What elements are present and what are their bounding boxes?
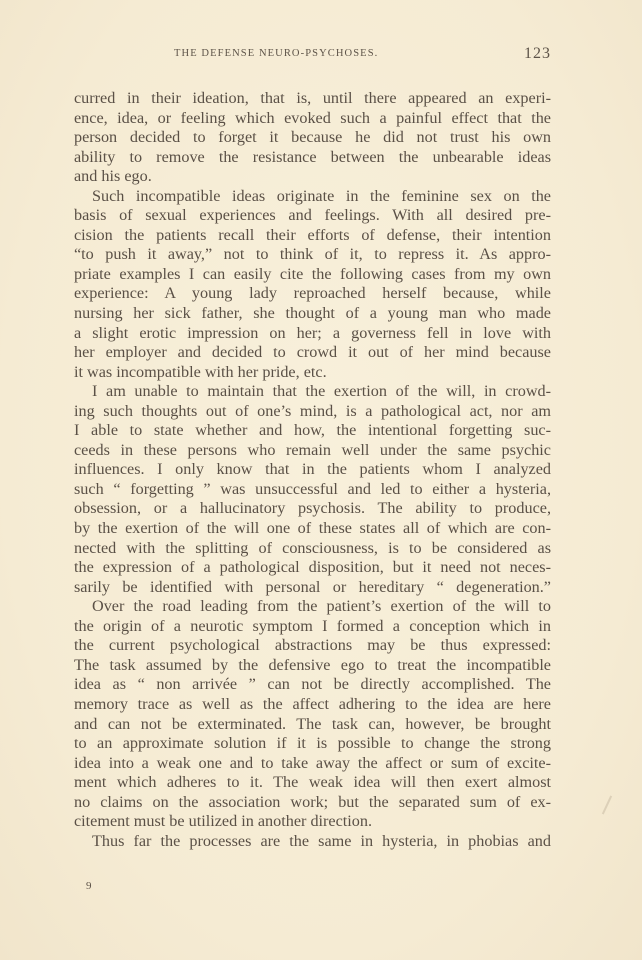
paragraph-3 [74, 382, 551, 597]
text-line: sarily be identified with personal or hereditary “ degeneration.” [74, 577, 551, 596]
running-title: THE DEFENSE NEURO-PSYCHOSES. [174, 48, 379, 59]
paragraph-2 [74, 187, 551, 382]
page-number: 123 [524, 45, 551, 62]
text-line: such “ forgetting ” was unsuccessful and led to either a hysteria, [74, 479, 551, 498]
text-line: person decided to forget it because he did not trust his own [74, 128, 551, 147]
text-line: Such incompatible ideas originate in the feminine sex on the [92, 186, 551, 205]
text-line: and his ego. [74, 167, 152, 186]
text-line: Over the road leading from the patient’s exertion of the will to [92, 597, 551, 616]
paragraph-5 [74, 832, 551, 852]
text-line: her employer and decided to crowd it out of her mind because [74, 343, 551, 362]
text-line: curred in their ideation, that is, until there appeared an experi- [74, 89, 551, 107]
text-line: it was incompatible with her pride, etc. [74, 362, 327, 381]
running-head [74, 45, 551, 68]
text-line: memory trace as well as the affect adhering to the idea are here [74, 694, 551, 713]
text-line: nected with the splitting of consciousness, is to be considered as [74, 538, 551, 557]
text-line: the expression of a pathological disposition, but it need not neces- [74, 558, 551, 577]
text-line: cision the patients recall their efforts of defense, their intention [74, 225, 551, 244]
text-line: priate examples I can easily cite the following cases from my own [74, 264, 551, 283]
text-line: to an approximate solution if it is possible to change the strong [74, 734, 551, 753]
text-line: and can not be exterminated. The task can, however, be brought [74, 714, 551, 733]
text-line: ence, idea, or feeling which evoked such a painful effect that the [74, 108, 551, 127]
text-line: ability to remove the resistance between the unbearable ideas [74, 147, 551, 166]
text-line: “to push it away,” not to think of it, to repress it. As appro- [74, 245, 551, 264]
text-line: idea as “ non arrivée ” can not be directly accomplished. The [74, 675, 551, 694]
paper-blemish [602, 796, 612, 815]
paragraph-1 [74, 89, 551, 187]
text-line: I able to state whether and how, the intentional forgetting suc- [74, 421, 551, 440]
text-line: experience: A young lady reproached herself because, while [74, 284, 551, 303]
text-line: I am unable to maintain that the exertion of the will, in crowd- [92, 382, 551, 401]
text-line: Thus far the processes are the same in hysteria, in phobias and [92, 831, 551, 850]
text-line: no claims on the association work; but the separated sum of ex- [74, 792, 551, 811]
text-line: the origin of a neurotic symptom I formed a conception which in [74, 616, 551, 635]
text-line: a slight erotic impression on her; a governess fell in love with [74, 323, 551, 342]
text-line: by the exertion of the will one of these states all of which are con- [74, 519, 551, 538]
signature-mark: 9 [86, 880, 92, 892]
text-line: ing such thoughts out of one’s mind, is a pathological act, nor am [74, 401, 551, 420]
text-line: influences. I only know that in the patients whom I analyzed [74, 460, 551, 479]
text-line: nursing her sick father, she thought of a young man who made [74, 304, 551, 323]
text-line: idea into a weak one and to take away the affect or sum of excite- [74, 753, 551, 772]
text-line: ment which adheres to it. The weak idea will then exert almost [74, 773, 551, 792]
text-line: obsession, or a hallucinatory psychosis. The ability to produce, [74, 499, 551, 518]
text-line: the current psychological abstractions may be thus expressed: [74, 636, 551, 655]
text-line: ceeds in these persons who remain well under the same psychic [74, 440, 551, 459]
paragraph-4 [74, 597, 551, 832]
body-text [74, 89, 551, 851]
text-line: basis of sexual experiences and feelings. With all desired pre- [74, 206, 551, 225]
text-line: citement must be utilized in another direction. [74, 812, 373, 831]
text-line: The task assumed by the defensive ego to treat the incompatible [74, 655, 551, 674]
